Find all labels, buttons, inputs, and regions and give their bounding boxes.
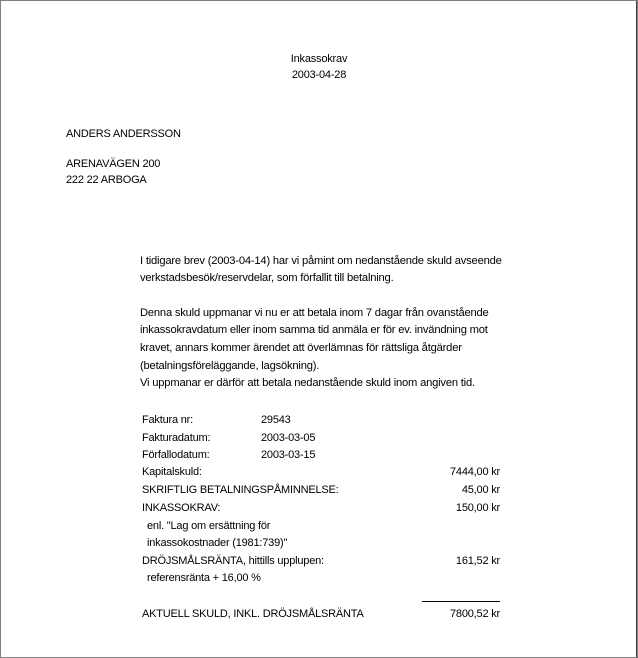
invoice-date-label: Fakturadatum: [142, 432, 211, 444]
document-date: 2003-04-28 [291, 69, 347, 81]
invoice-number-label: Faktura nr: [142, 414, 193, 426]
paragraph1-line: I tidigare brev (2003-04-14) har vi påmint om nedanstående skuld avseende [140, 255, 502, 267]
recipient-name: ANDERS ANDERSSON [66, 128, 181, 140]
interest-note: referensränta + 16,00 % [147, 572, 261, 584]
invoice-number: 29543 [261, 414, 291, 426]
total-divider [422, 601, 500, 602]
total-amount: 7800,52 kr [450, 608, 500, 620]
reminder-label: SKRIFTLIG BETALNINGSPÅMINNELSE: [142, 484, 339, 496]
paragraph1-line: verkstadsbesök/reservdelar, som förfallit till betalning. [140, 272, 394, 284]
due-date: 2003-03-15 [261, 449, 316, 461]
paragraph2-line: kravet, annars kommer ärendet att överlämnas för rättsliga åtgärder [140, 342, 462, 354]
capital-amount: 7444,00 kr [450, 466, 500, 478]
recipient-postal: 222 22 ARBOGA [66, 174, 147, 186]
collection-note: inkassokostnader (1981:739)" [147, 537, 288, 549]
paragraph2-line: Vi uppmanar er därför att betala nedanstående skuld inom angiven tid. [140, 377, 475, 389]
document-title: Inkassokrav [290, 53, 348, 65]
interest-amount: 161,52 kr [455, 555, 500, 567]
paragraph2-line: (betalningsföreläggande, lagsökning). [140, 360, 320, 372]
paragraph2-line: inkassokravdatum eller inom samma tid anmäla er för ev. invändning mot [140, 324, 488, 336]
invoice-date: 2003-03-05 [261, 432, 316, 444]
recipient-street: ARENAVÄGEN 200 [66, 158, 161, 170]
total-label: AKTUELL SKULD, INKL. DRÖJSMÅLSRÄNTA [142, 608, 364, 620]
paragraph2-line: Denna skuld uppmanar vi nu er att betala inom 7 dagar från ovanstående [140, 307, 489, 319]
capital-label: Kapitalskuld: [142, 466, 202, 478]
due-date-label: Förfallodatum: [142, 449, 210, 461]
collection-note: enl. "Lag om ersättning för [147, 520, 271, 532]
reminder-amount: 45,00 kr [461, 484, 500, 496]
collection-amount: 150,00 kr [455, 502, 500, 514]
collection-label: INKASSOKRAV: [142, 502, 221, 514]
interest-label: DRÖJSMÅLSRÄNTA, hittills upplupen: [142, 555, 324, 567]
